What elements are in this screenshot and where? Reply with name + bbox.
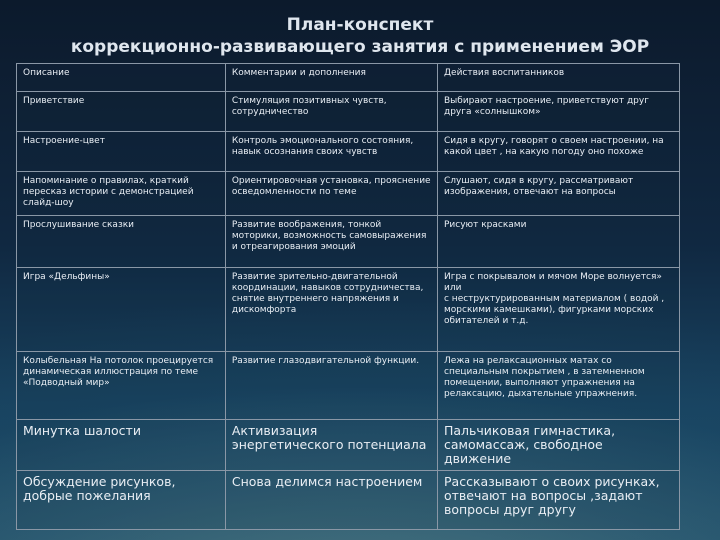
cell-action: Сидя в кругу, говорят о своем настроении, на какой цвет , на какую погоду оно похоже xyxy=(438,132,680,172)
header-comments: Комментарии и дополнения xyxy=(225,64,437,92)
cell-action: Рисуют красками xyxy=(438,216,680,268)
cell-comment: Снова делимся настроением xyxy=(225,471,437,530)
cell-description: Колыбельная На потолок проецируется динамическая иллюстрация по теме «Подводный мир» xyxy=(17,352,226,420)
cell-action: Игра с покрывалом и мячом Море волнуется» или с неструктурированным материалом ( водой , морскими камешками), фигурками морских обитателей и т.д. xyxy=(438,268,680,352)
table-row xyxy=(17,420,680,471)
cell-comment: Ориентировочная установка, прояснение осведомленности по теме xyxy=(225,172,437,216)
cell-action: Лежа на релаксационных матах со специальным покрытием , в затемненном помещении, выполняют упражнения на релаксацию, дыхательные упражнения. xyxy=(438,352,680,420)
header-actions: Действия воспитанников xyxy=(438,64,680,92)
cell-description: Напоминание о правилах, краткий пересказ истории с демонстрацией слайд-шоу xyxy=(17,172,226,216)
table-row xyxy=(17,216,680,268)
table-header-row xyxy=(17,64,680,92)
slide-title-line2: коррекционно-развивающего занятия с применением ЭОР xyxy=(70,37,650,57)
header-description: Описание xyxy=(17,64,226,92)
slide-title xyxy=(0,14,720,58)
cell-action: Слушают, сидя в кругу, рассматривают изображения, отвечают на вопросы xyxy=(438,172,680,216)
table-row xyxy=(17,92,680,132)
table-row xyxy=(17,172,680,216)
table-row xyxy=(17,268,680,352)
cell-description: Игра «Дельфины» xyxy=(17,268,226,352)
cell-description: Приветствие xyxy=(17,92,226,132)
cell-comment: Развитие глазодвигательной функции. xyxy=(225,352,437,420)
table-row xyxy=(17,471,680,530)
cell-description: Прослушивание сказки xyxy=(17,216,226,268)
plan-table xyxy=(16,63,680,530)
cell-comment: Стимуляция позитивных чувств, сотрудничество xyxy=(225,92,437,132)
table-row xyxy=(17,132,680,172)
slide-title-line1: План-конспект xyxy=(286,15,434,35)
cell-comment: Контроль эмоционального состояния, навык осознания своих чувств xyxy=(225,132,437,172)
cell-description: Минутка шалости xyxy=(17,420,226,471)
cell-comment: Развитие зрительно-двигательной координации, навыков сотрудничества, снятие внутреннего напряжения и дискомфорта xyxy=(225,268,437,352)
table-row xyxy=(17,352,680,420)
cell-comment: Активизация энергетического потенциала xyxy=(225,420,437,471)
cell-action: Выбирают настроение, приветствуют друг друга «солнышком» xyxy=(438,92,680,132)
cell-description: Настроение-цвет xyxy=(17,132,226,172)
cell-action: Рассказывают о своих рисунках, отвечают на вопросы ,задают вопросы друг другу xyxy=(438,471,680,530)
cell-comment: Развитие воображения, тонкой моторики, возможность самовыражения и отреагирования эмоций xyxy=(225,216,437,268)
cell-action: Пальчиковая гимнастика, самомассаж, свободное движение xyxy=(438,420,680,471)
cell-description: Обсуждение рисунков, добрые пожелания xyxy=(17,471,226,530)
